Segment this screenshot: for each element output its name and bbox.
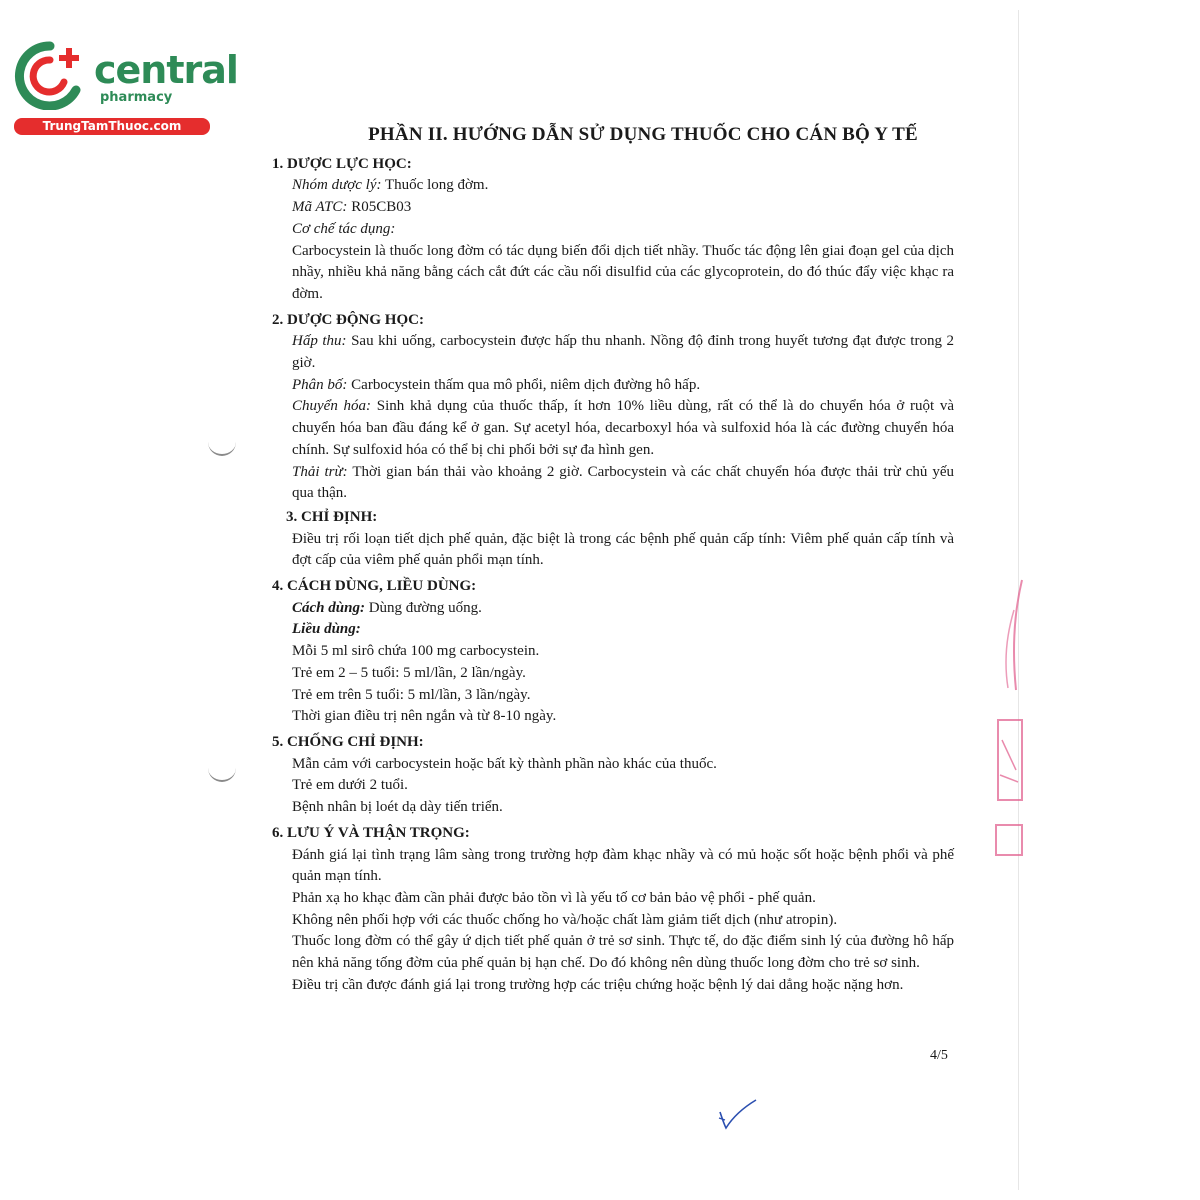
contraindication-line: Bệnh nhân bị loét dạ dày tiến triển. (292, 799, 503, 816)
precaution-line: Không nên phối hợp với các thuốc chống ho và/hoặc chất làm giảm tiết dịch (như atropin). (292, 911, 838, 928)
punch-hole-mark (208, 440, 236, 456)
section-4-body (272, 598, 954, 728)
contraindication-line: Mẫn cảm với carbocystein hoặc bất kỳ thành phần nào khác của thuốc. (292, 755, 717, 772)
mechanism-text: Carbocystein là thuốc long đờm có tác dụng biến đổi dịch tiết nhầy. Thuốc tác động lên giai đoạn gel của dịch nhầy, nhiều khả năng bằng cách cắt đứt các cầu nối disulfid của các glycoprotein, do đó thúc đẩy việc khạc ra đờm. (292, 242, 954, 302)
section-6-heading: 6. LƯU Ý VÀ THẬN TRỌNG: (272, 824, 470, 841)
indication-text: Điều trị rối loạn tiết dịch phế quản, đặc biệt là trong các bệnh phế quản cấp tính: Viêm phế quản cấp tính và đợt cấp của viêm phế quản phổi mạn tính. (292, 530, 954, 569)
atc-code-value: R05CB03 (347, 199, 412, 216)
absorption-text: Sau khi uống, carbocystein được hấp thu nhanh. Nồng độ đỉnh trong huyết tương đạt được trong 2 giờ. (292, 333, 954, 372)
dosage-label: Liều dùng: (292, 621, 361, 638)
section-6-body (272, 845, 954, 997)
logo-brand-sub: pharmacy (100, 90, 173, 105)
central-pharmacy-logo (10, 38, 238, 138)
page-number: 4/5 (930, 1048, 948, 1063)
dosage-line: Thời gian điều trị nên ngắn và từ 8-10 ngày. (292, 708, 557, 725)
absorption-label: Hấp thu: (292, 333, 347, 350)
elimination-label: Thải trừ: (292, 463, 348, 480)
handwritten-check-icon (716, 1098, 760, 1132)
dosage-line: Trẻ em trên 5 tuổi: 5 ml/lần, 3 lần/ngày. (292, 686, 531, 703)
section-2-heading: 2. DƯỢC ĐỘNG HỌC: (272, 311, 424, 328)
section-1-heading: 1. DƯỢC LỰC HỌC: (272, 155, 412, 172)
document-title: PHẦN II. HƯỚNG DẪN SỬ DỤNG THUỐC CHO CÁN BỘ Y TẾ (368, 124, 918, 145)
logo-website: TrungTamThuoc.com (14, 118, 210, 135)
dosage-line: Trẻ em 2 – 5 tuổi: 5 ml/lần, 2 lần/ngày. (292, 664, 526, 681)
pharmacologic-group-label: Nhóm dược lý: (292, 177, 382, 194)
section-3-heading: 3. CHỈ ĐỊNH: (286, 508, 378, 525)
stamp-mark-icon (986, 570, 1026, 870)
contraindication-line: Trẻ em dưới 2 tuổi. (292, 777, 408, 794)
logo-brand-name: central (94, 48, 238, 92)
section-1-body (272, 175, 954, 305)
metabolism-text: Sinh khả dụng của thuốc thấp, ít hơn 10% liều dùng, rất có thể là do chuyển hóa ở ruột và chuyển hóa ban đầu đáng kể ở gan. Sự acetyl hóa, decarboxyl hóa và sulfoxid hóa là các đường chuyển hóa chính. Sự sulfoxid hóa có thể bị chi phối bởi sự đa hình gen. (292, 398, 954, 458)
distribution-label: Phân bố: (292, 376, 348, 393)
precaution-line: Đánh giá lại tình trạng lâm sàng trong trường hợp đàm khạc nhầy và có mủ hoặc sốt hoặc bệnh phổi và phế quản mạn tính. (292, 846, 954, 885)
logo-mark-icon (10, 38, 90, 110)
elimination-text: Thời gian bán thải vào khoảng 2 giờ. Carbocystein và các chất chuyển hóa được thải trừ chủ yếu qua thận. (292, 463, 954, 502)
precaution-line: Phản xạ ho khạc đàm cần phải được bảo tồn vì là yếu tố cơ bản bảo vệ phổi - phế quản. (292, 889, 816, 906)
section-5-heading: 5. CHỐNG CHỈ ĐỊNH: (272, 733, 424, 750)
pharmacologic-group-value: Thuốc long đờm. (381, 177, 489, 194)
mechanism-label: Cơ chế tác dụng: (292, 220, 396, 237)
section-2-body (272, 331, 954, 505)
atc-code-label: Mã ATC: (292, 199, 348, 216)
precaution-line: Điều trị cần được đánh giá lại trong trường hợp các triệu chứng hoặc bệnh lý dai dẳng hoặc nặng hơn. (292, 976, 904, 993)
metabolism-label: Chuyển hóa: (292, 398, 372, 415)
usage-value: Dùng đường uống. (364, 599, 482, 616)
dosage-line: Mỗi 5 ml sirô chứa 100 mg carbocystein. (292, 643, 540, 660)
section-4-heading: 4. CÁCH DÙNG, LIỀU DÙNG: (272, 578, 477, 595)
document-page (272, 120, 954, 996)
precaution-line: Thuốc long đờm có thể gây ứ dịch tiết phế quản ở trẻ sơ sinh. Thực tế, do đặc điểm sinh lý của đường hô hấp nên khả năng tống đờm của phế quản bị hạn chế. Do đó không nên dùng thuốc long đờm cho trẻ sơ sinh. (292, 933, 954, 972)
usage-label: Cách dùng: (292, 599, 365, 616)
section-3-body (272, 529, 954, 572)
distribution-text: Carbocystein thấm qua mô phổi, niêm dịch đường hô hấp. (347, 376, 701, 393)
punch-hole-mark (208, 766, 236, 782)
section-5-body (272, 754, 954, 819)
